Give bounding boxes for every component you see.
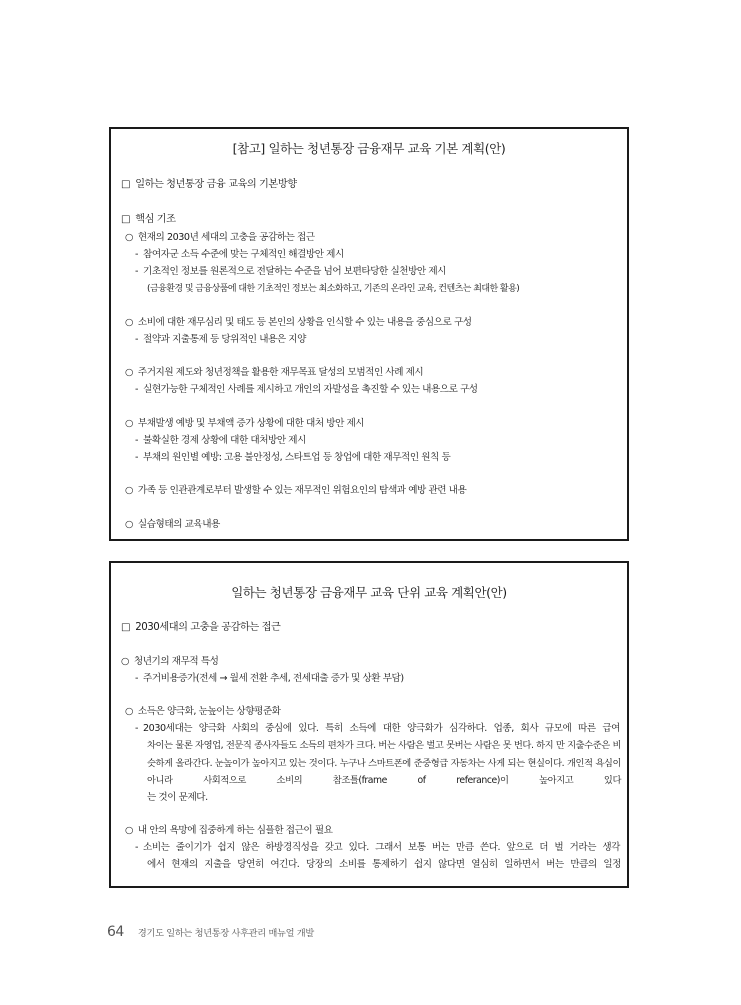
list-item: ○ 부채발생 예방 및 부채액 증가 상황에 대한 대처 방안 제시 <box>125 418 365 429</box>
circle-bullet: ○ <box>125 706 133 717</box>
dash-bullet: - <box>135 435 139 446</box>
list-item: ○ 현재의 2030년 세대의 고충을 공감하는 접근 <box>125 232 315 243</box>
reference-plan-box <box>109 127 629 541</box>
list-item: ○ 실습형태의 교육내용 <box>125 519 220 530</box>
page-footer <box>107 921 314 940</box>
list-subitem: - 불확실한 경제 상황에 대한 대처방안 제시 <box>135 435 306 446</box>
list-subitem: - 절약과 지출통제 등 당위적인 내용은 지양 <box>135 334 306 345</box>
dash-bullet: - <box>135 452 139 463</box>
footer-title: 경기도 일하는 청년통장 사후관리 매뉴얼 개발 <box>137 928 314 939</box>
dash-bullet: - <box>135 842 139 853</box>
paragraph-first-line: - 2030세대는 양극화 사회의 중심에 있다. 특히 소득에 대한 양극화가 심각하다. 업종, 회사 규모에 따른 급여 <box>135 723 620 734</box>
list-item: ○ 청년기의 재무적 특성 <box>121 656 219 667</box>
list-item: ○ 소비에 대한 재무심리 및 태도 등 본인의 상황을 인식할 수 있는 내용을 중심으로 구성 <box>125 317 472 328</box>
paragraph-body: 차이는 물론 자영업, 전문직 종사자들도 소득의 편차가 크다. 버는 사람은 벌고 못버는 사람은 못 번다. 하지 만 지출수준은 비슷하게 올라간다. 눈높이가 높아지고 있는 것이다. 누구나 스마트폰에 준중형급 자동차는 사게 되는 현실이다. 개인적 욕심이 아니라 사회적으로 소비의 참조틀(frame of referance)이 높아지고 있다 <box>147 740 621 786</box>
circle-bullet: ○ <box>121 656 129 667</box>
list-subitem: - 부채의 원인별 예방: 고용 불안정성, 스타트업 등 창업에 대한 재무적인 원칙 등 <box>135 452 451 463</box>
circle-bullet: ○ <box>125 232 133 243</box>
list-item: ○ 가족 등 인관관계로부터 발생할 수 있는 재무적인 위험요인의 탐색과 예방 관련 내용 <box>125 485 467 496</box>
list-subitem: - 주거비용증가(전세 → 월세 전환 추세, 전세대출 증가 및 상환 부담) <box>135 673 404 684</box>
list-note: (금융환경 및 금융상품에 대한 기초적인 정보는 최소화하고, 기존의 온라인 교육, 컨텐츠는 최대한 활용) <box>147 284 520 294</box>
list-item: ○ 주거지원 제도와 청년정책을 활용한 재무목표 달성의 모범적인 사례 제시 <box>125 367 424 378</box>
list-item: ○ 내 안의 욕망에 집중하게 하는 심플한 접근이 필요 <box>125 825 333 836</box>
list-subitem: - 참여자군 소득 수준에 맞는 구체적인 해결방안 제시 <box>135 249 344 260</box>
square-bullet: □ <box>121 622 131 633</box>
paragraph-line: 에서 현재의 지출을 당연히 여긴다. 당장의 소비를 통제하기 쉽지 않다면 열심히 일하면서 버는 만큼의 일정 <box>147 859 621 870</box>
section-heading: □ 일하는 청년통장 금융 교육의 기본방향 <box>121 179 297 190</box>
circle-bullet: ○ <box>125 485 133 496</box>
list-item: ○ 소득은 양극화, 눈높이는 상향평준화 <box>125 706 281 717</box>
circle-bullet: ○ <box>125 367 133 378</box>
page-number: 64 <box>107 924 124 940</box>
dash-bullet: - <box>135 334 139 345</box>
circle-bullet: ○ <box>125 317 133 328</box>
section-heading: □ 핵심 기조 <box>121 214 176 225</box>
circle-bullet: ○ <box>125 519 133 530</box>
dash-bullet: - <box>135 249 139 260</box>
square-bullet: □ <box>121 214 131 225</box>
box-title: 일하는 청년통장 금융재무 교육 단위 교육 계획안(안) <box>231 585 507 600</box>
unit-plan-box <box>109 561 629 888</box>
box-title: [참고] 일하는 청년통장 금융재무 교육 기본 계획(안) <box>232 141 506 156</box>
dash-bullet: - <box>135 723 139 734</box>
circle-bullet: ○ <box>125 418 133 429</box>
dash-bullet: - <box>135 266 139 277</box>
square-bullet: □ <box>121 179 131 190</box>
circle-bullet: ○ <box>125 825 133 836</box>
dash-bullet: - <box>135 384 139 395</box>
section-heading: □ 2030세대의 고충을 공감하는 접근 <box>121 622 281 633</box>
list-subitem: - 기초적인 정보를 원론적으로 전달하는 수준을 넘어 보편타당한 실천방안 제시 <box>135 266 446 277</box>
dash-bullet: - <box>135 673 139 684</box>
list-subitem: - 실현가능한 구체적인 사례를 제시하고 개인의 자발성을 촉진할 수 있는 내용으로 구성 <box>135 384 478 395</box>
paragraph-last-line: 는 것이 문제다. <box>147 792 208 803</box>
paragraph-first-line: - 소비는 줄이기가 쉽지 않은 하방경직성을 갖고 있다. 그래서 보통 버는 만큼 쓴다. 앞으로 더 벌 거라는 생각 <box>135 842 620 853</box>
